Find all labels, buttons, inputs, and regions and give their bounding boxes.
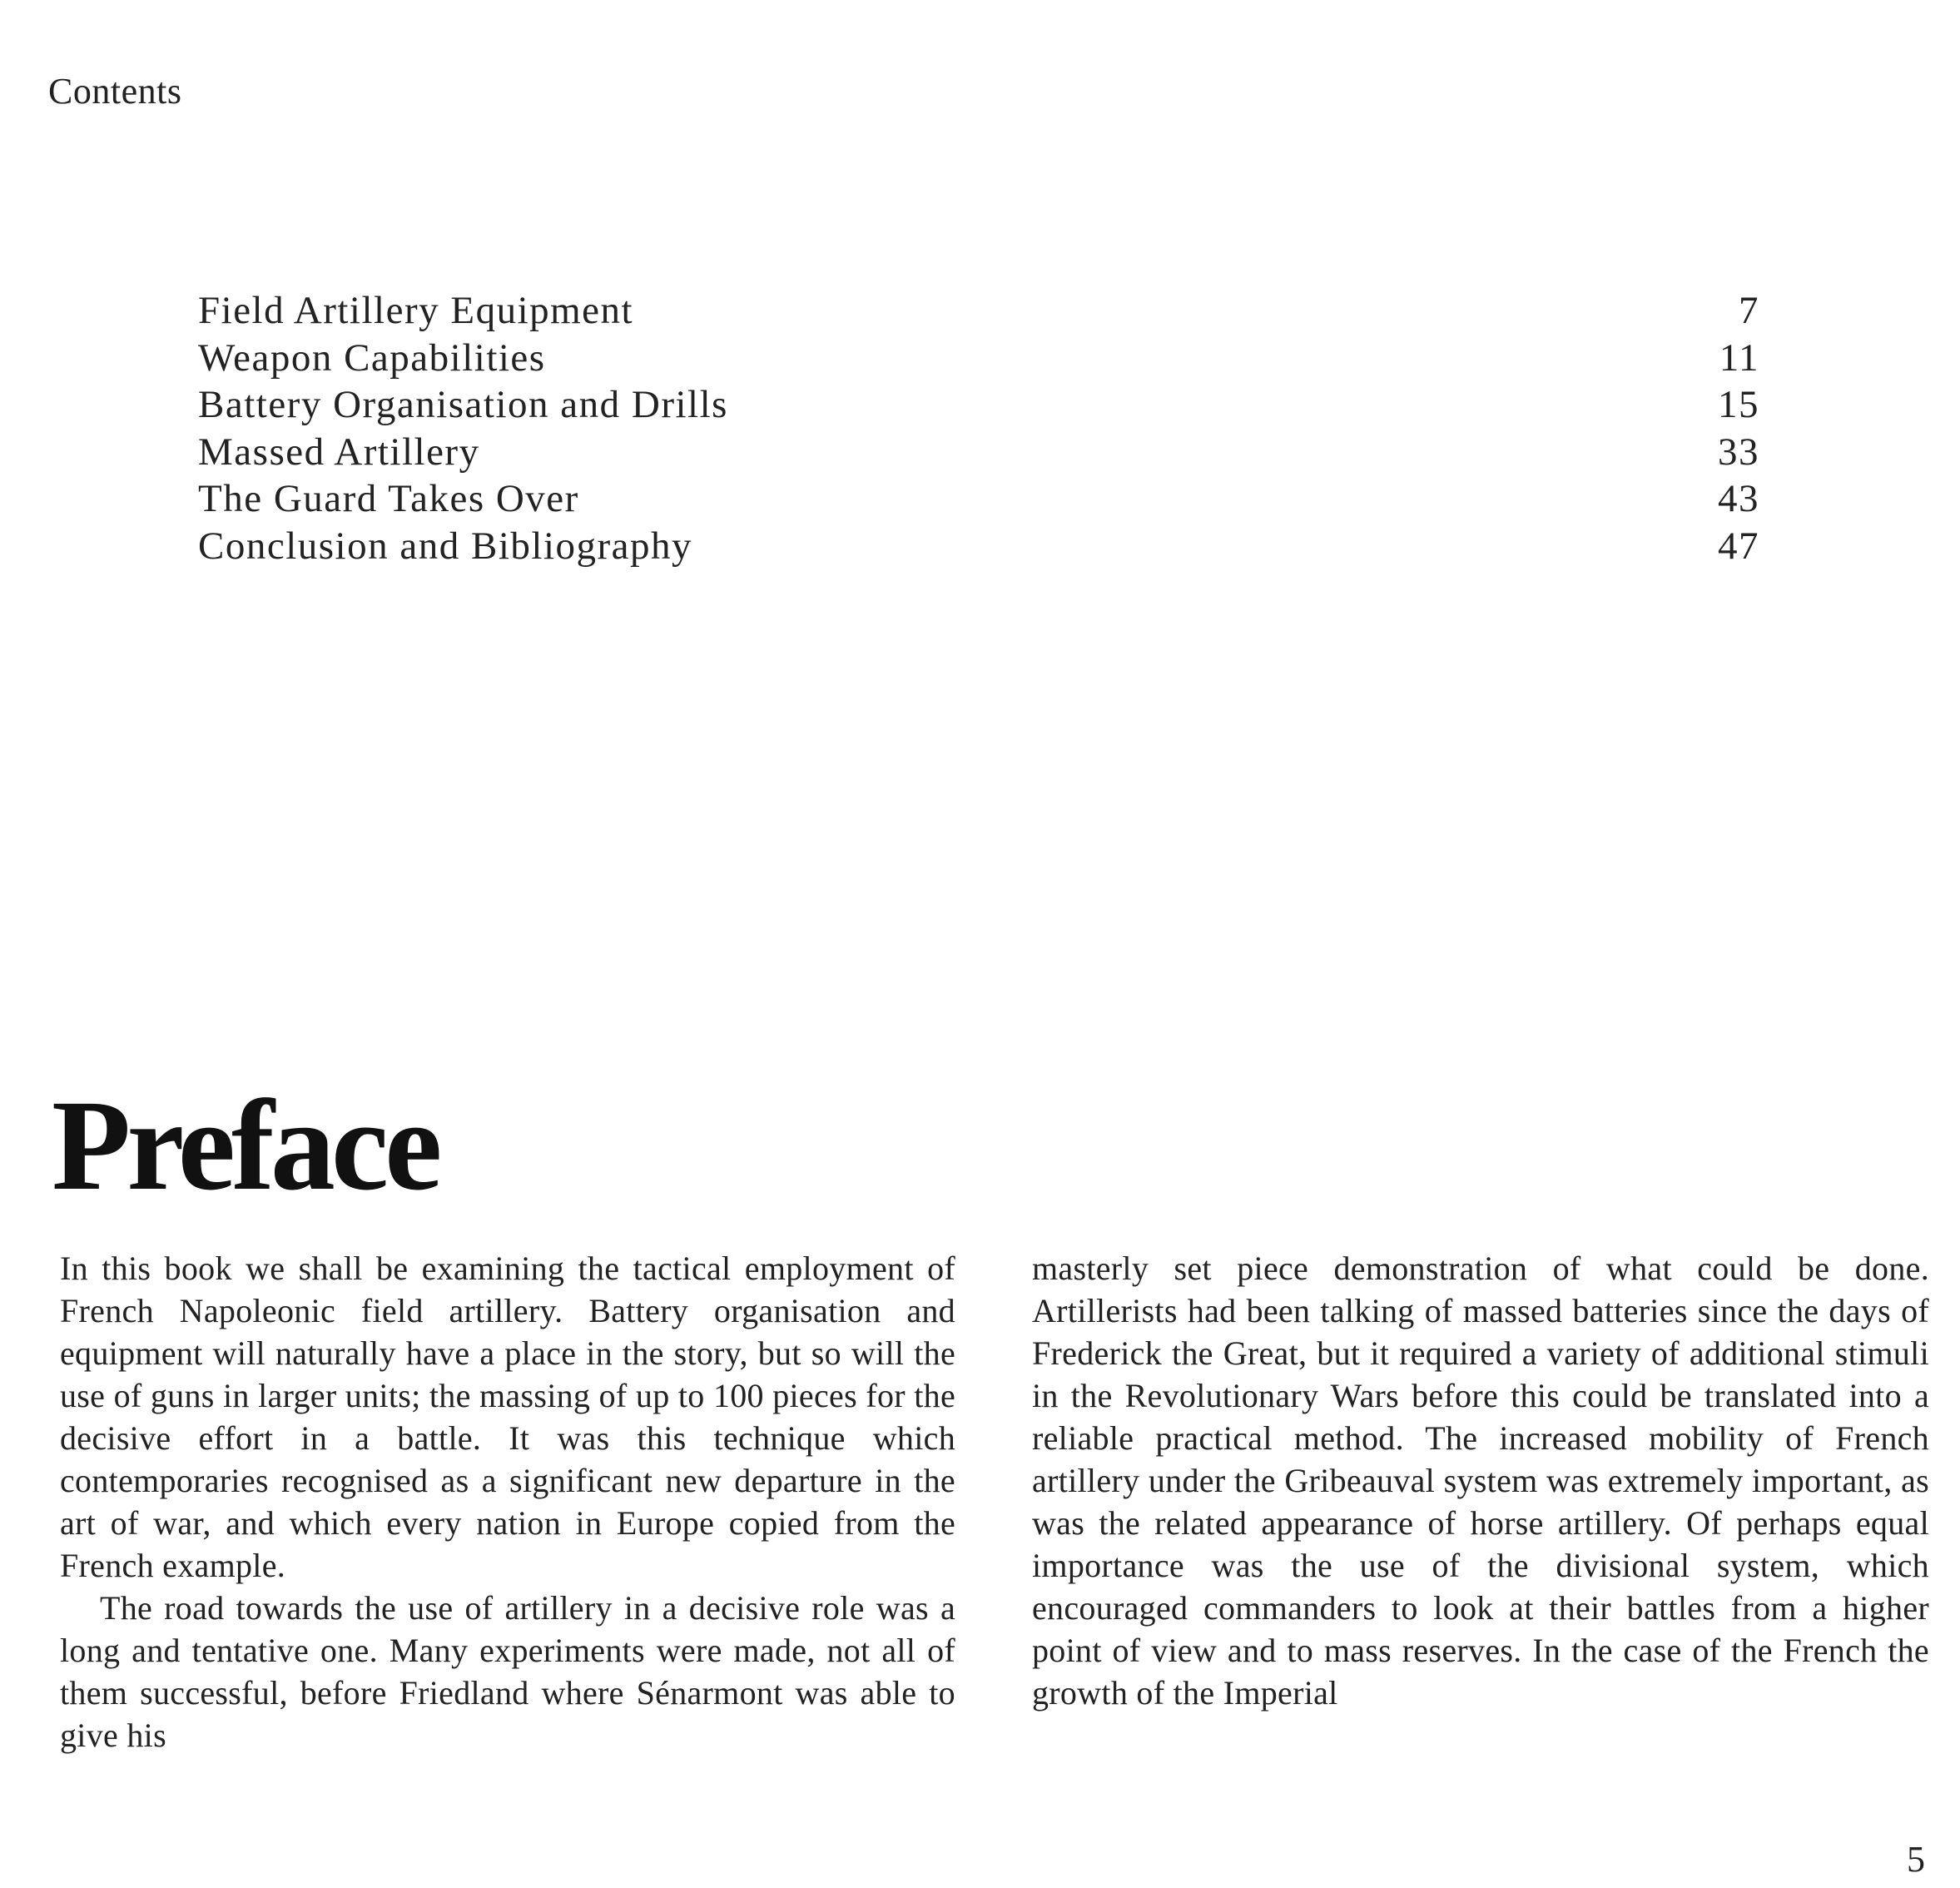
toc-entry[interactable]	[198, 335, 1759, 383]
preface-paragraph: masterly set piece demonstration of what could be done. Artillerists had been talking of massed batteries since the days of Frederick the Great, but it required a variety of additional stimuli in the Revolutionary Wars before this could be translated into a reliable practical method. The increased mobility of French artillery under the Gribeauval system was extremely important, as was the related appearance of horse artillery. Of perhaps equal importance was the use of the divisional system, which encouraged commanders to look at their battles from a higher point of view and to mass reserves. In the case of the French the growth of the Imperial	[1032, 1250, 1929, 1712]
preface-paragraph: The road towards the use of artillery in a decisive role was a long and tentative one. Many experiments were made, not all of them successful, before Friedland where Sénarmont was able to give his	[60, 1589, 955, 1754]
toc-entry-title: Battery Organisation and Drills	[198, 383, 728, 426]
toc-entry[interactable]	[198, 288, 1759, 335]
toc-entry-page: 7	[1739, 289, 1759, 332]
toc-entry-title: Field Artillery Equipment	[198, 289, 634, 332]
toc-entry-page: 11	[1719, 335, 1759, 380]
preface-right-column	[1032, 1247, 1929, 1714]
preface-paragraph: In this book we shall be examining the tactical employment of French Napoleonic field artillery. Battery organisation and equipment will naturally have a place in the story, but so will the use of guns in larger units; the massing of up to 100 pieces for the decisive effort in a battle. It was this technique which contemporaries recognised as a significant new departure in the art of war, and which every nation in Europe copied from the French example.	[60, 1250, 955, 1584]
toc-entry-title: Weapon Capabilities	[198, 335, 546, 380]
toc-entry[interactable]	[198, 382, 1759, 430]
toc-entry-title: Massed Artillery	[198, 430, 480, 474]
toc-entry-page: 47	[1718, 524, 1759, 568]
page-number: 5	[1907, 1839, 1925, 1880]
preface-left-column	[60, 1247, 955, 1756]
toc-entry-page: 15	[1718, 383, 1759, 426]
table-of-contents	[198, 288, 1759, 570]
toc-entry-title: The Guard Takes Over	[198, 477, 579, 520]
toc-entry[interactable]	[198, 524, 1759, 571]
preface-title: Preface	[52, 1073, 439, 1217]
contents-heading: Contents	[48, 71, 182, 112]
toc-entry[interactable]	[198, 476, 1759, 524]
toc-entry-page: 43	[1718, 477, 1759, 520]
toc-entry-title: Conclusion and Bibliography	[198, 524, 693, 568]
toc-entry-page: 33	[1718, 430, 1759, 474]
toc-entry[interactable]	[198, 430, 1759, 477]
